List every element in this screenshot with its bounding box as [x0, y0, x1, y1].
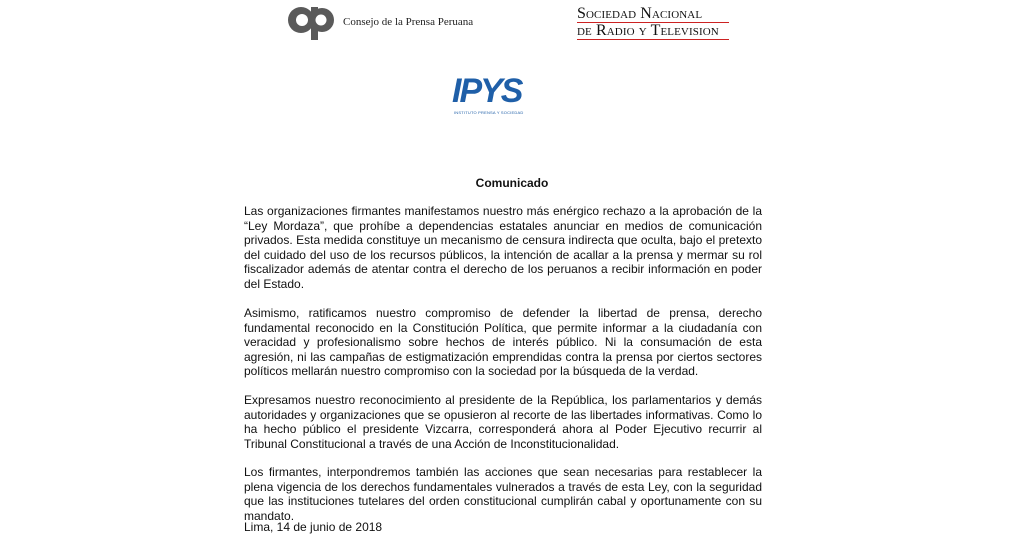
cpp-logo — [285, 3, 485, 41]
paragraph-3: Expresamos nuestro reconocimiento al presidente de la República, los parlamentarios y demás autoridades y organizaciones que se opusieron al recorte de las libertades informativas. Como lo ha hecho público el presidente Vizcarra, corresponderá ahora al Poder Ejecutivo recurrir al Tribunal Constitucional a través de una Acción de Inconstitucionalidad. — [244, 393, 762, 451]
ipys-mark: IPYS — [452, 72, 522, 110]
paragraph-2: Asimismo, ratificamos nuestro compromiso de defender la libertad de prensa, derecho fundamental reconocido en la Constitución Política, que permite informar a la ciudadanía con veracidad y profesionalismo sobre hechos de interés público. Ni la consumación de esta agresión, ni las campañas de estigmatización emprendidas contra la prensa por ciertos sectores políticos mellarán nuestro compromiso con la sociedad por la búsqueda de la verdad. — [244, 306, 762, 379]
snrtv-rule-bottom — [577, 39, 729, 40]
paragraph-4: Los firmantes, interpondremos también las acciones que sean necesarias para restablecer la plena vigencia de los derechos fundamentales vulnerados a través de esta Ley, con la seguridad que las instituciones tutelares del orden constitucional cumplirán cabal y oportunamente con su mandato. — [244, 465, 762, 523]
document-body — [244, 204, 762, 534]
ipys-logo — [448, 70, 528, 120]
closing-date: Lima, 14 de junio de 2018 — [244, 520, 383, 534]
paragraph-1: Las organizaciones firmantes manifestamos nuestro más enérgico rechazo a la aprobación de la “Ley Mordaza”, que prohíbe a dependencias estatales anunciar en medios de comunicación privados. Esta medida constituye un mecanismo de censura indirecta que oculta, bajo el pretexto del cuidado del uso de los recursos públicos, la intención de acallar a la prensa y mermar su rol fiscalizador además de atentar contra el derecho de los peruanos a recibir información en poder del Estado. — [244, 204, 762, 291]
snrtv-line-1: Sociedad Nacional — [577, 5, 703, 22]
ipys-subtitle: INSTITUTO PRENSA Y SOCIEDAD — [454, 110, 524, 115]
snrtv-line-2: de Radio y Television — [577, 22, 719, 39]
cpp-name: Consejo de la Prensa Peruana — [343, 16, 474, 28]
snrtv-logo — [577, 6, 737, 40]
cpp-mark-icon — [285, 3, 337, 41]
document-title: Comunicado — [475, 176, 549, 190]
